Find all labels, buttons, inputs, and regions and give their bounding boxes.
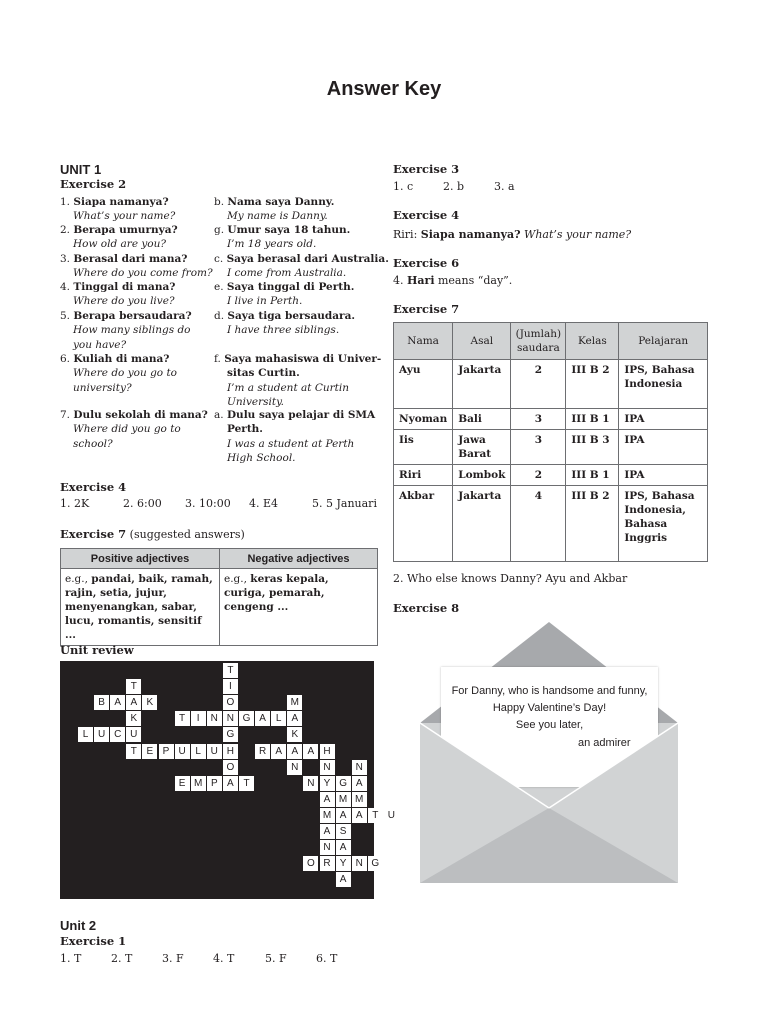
unit2-ex1-answer-5: 5. F bbox=[265, 952, 287, 965]
col-asal: Asal bbox=[453, 323, 511, 360]
crossword-cell: N bbox=[352, 760, 367, 775]
crossword-cell: N bbox=[352, 856, 367, 871]
crossword-cell: A bbox=[126, 695, 141, 710]
crossword-cell: M bbox=[191, 776, 206, 791]
crossword-cell: A bbox=[255, 711, 270, 726]
cell-jumlah: 4 bbox=[511, 486, 566, 562]
unit2-heading: Unit 2 bbox=[60, 918, 97, 933]
cell-asal: Bali bbox=[453, 409, 511, 430]
cell-pelajaran: IPA bbox=[619, 465, 708, 486]
cell-kelas: III B 1 bbox=[566, 409, 619, 430]
crossword-cell: T bbox=[175, 711, 190, 726]
crossword-cell: T bbox=[126, 744, 141, 759]
crossword-cell: O bbox=[223, 760, 238, 775]
crossword-cell: P bbox=[159, 744, 174, 759]
crossword-cell: E bbox=[142, 744, 157, 759]
crossword-cell: K bbox=[126, 711, 141, 726]
card-line-2: Happy Valentine’s Day! bbox=[492, 702, 607, 714]
cell-jumlah: 2 bbox=[511, 465, 566, 486]
ex2-a4: e. Saya tinggal di Perth. I live in Perth. bbox=[214, 281, 355, 308]
ex2-q4: 4. Tinggal di mana? Where do you live? bbox=[60, 281, 176, 308]
crossword-cell: O bbox=[223, 695, 238, 710]
cell-jumlah: 3 bbox=[511, 430, 566, 465]
unit1-ex7-heading-line bbox=[60, 527, 245, 542]
crossword-cell: A bbox=[110, 695, 125, 710]
crossword-cell: N bbox=[320, 840, 335, 855]
unit1-ex4-answer-1: 1. 2K bbox=[60, 497, 90, 510]
ex2-a3: c. Saya berasal dari Australia. I come from Australia. bbox=[214, 253, 389, 280]
cell-nama: Riri bbox=[394, 465, 453, 486]
crossword-cell: L bbox=[78, 727, 93, 742]
ex2-q5: 5. Berapa bersaudara? How many siblings do you have? bbox=[60, 310, 192, 351]
crossword-cell: N bbox=[303, 776, 318, 791]
ex6-heading: Exercise 6 bbox=[393, 256, 460, 270]
ex4-answer: Riri: Siapa namanya? What’s your name? bbox=[393, 228, 632, 241]
cell-kelas: III B 2 bbox=[566, 360, 619, 409]
crossword-cell: I bbox=[223, 679, 238, 694]
cell-nama: Nyoman bbox=[394, 409, 453, 430]
envelope-front bbox=[420, 720, 680, 885]
ex3-answer-2: 2. b bbox=[443, 180, 465, 193]
unit2-ex1-answer-6: 6. T bbox=[316, 952, 338, 965]
cell-kelas: III B 1 bbox=[566, 465, 619, 486]
ex7-question-2: 2. Who else knows Danny? Ayu and Akbar bbox=[393, 572, 628, 585]
crossword-cell: G bbox=[368, 856, 383, 871]
crossword-cell: I bbox=[191, 711, 206, 726]
cell-nama: Iis bbox=[394, 430, 453, 465]
adjectives-table bbox=[60, 548, 378, 646]
crossword-cell: T bbox=[126, 679, 141, 694]
crossword-cell: O bbox=[303, 856, 318, 871]
ex3-answer-1: 1. c bbox=[393, 180, 414, 193]
ex2-a2: g. Umur saya 18 tahun. I’m 18 years old. bbox=[214, 224, 351, 251]
cell-pelajaran: IPS, Bahasa Indonesia, Bahasa Inggris bbox=[619, 486, 708, 562]
crossword-cell: T bbox=[223, 663, 238, 678]
card-line-3: See you later, bbox=[515, 719, 584, 731]
ex4-heading: Exercise 4 bbox=[393, 208, 460, 222]
cell-jumlah: 2 bbox=[511, 360, 566, 409]
ex6-answer: 4. Hari means “day”. bbox=[393, 274, 513, 287]
crossword-cell: B bbox=[94, 695, 109, 710]
cell-pelajaran: IPA bbox=[619, 430, 708, 465]
crossword-cell: R bbox=[320, 856, 335, 871]
cell-pelajaran: IPS, Bahasa Indonesia bbox=[619, 360, 708, 409]
crossword-cell: M bbox=[352, 792, 367, 807]
crossword-cell: N bbox=[320, 760, 335, 775]
crossword-cell: Y bbox=[336, 856, 351, 871]
unit2-ex1-answer-3: 3. F bbox=[162, 952, 184, 965]
ex3-answer-3: 3. a bbox=[494, 180, 515, 193]
cell-asal: Jakarta bbox=[453, 360, 511, 409]
crossword-cell: G bbox=[223, 727, 238, 742]
cell-kelas: III B 2 bbox=[566, 486, 619, 562]
crossword-cell: A bbox=[352, 808, 367, 823]
crossword-cell: A bbox=[352, 776, 367, 791]
cell-asal: Lombok bbox=[453, 465, 511, 486]
siblings-table bbox=[393, 322, 708, 562]
cell-kelas: III B 3 bbox=[566, 430, 619, 465]
cell-jumlah: 3 bbox=[511, 409, 566, 430]
col-jumlah: (Jumlah) saudara bbox=[511, 323, 566, 360]
unit-review-heading: Unit review bbox=[60, 643, 134, 657]
positive-adjectives-header: Positive adjectives bbox=[61, 549, 220, 569]
col-nama: Nama bbox=[394, 323, 453, 360]
crossword-cell: A bbox=[287, 744, 302, 759]
crossword-cell: G bbox=[336, 776, 351, 791]
crossword-cell: L bbox=[191, 744, 206, 759]
crossword-cell: A bbox=[303, 744, 318, 759]
cell-nama: Akbar bbox=[394, 486, 453, 562]
table-row bbox=[394, 486, 708, 562]
unit2-ex1-answer-1: 1. T bbox=[60, 952, 82, 965]
ex2-a7: a. Dulu saya pelajar di SMA Perth. I was a student at Perth High School. bbox=[214, 409, 376, 465]
crossword-cell: H bbox=[320, 744, 335, 759]
col-kelas: Kelas bbox=[566, 323, 619, 360]
crossword-cell: U bbox=[384, 808, 399, 823]
ex2-q3: 3. Berasal dari mana? Where do you come from? bbox=[60, 253, 213, 280]
crossword-cell: H bbox=[223, 744, 238, 759]
card-line-1: For Danny, who is handsome and funny, bbox=[451, 685, 648, 697]
unit1-ex4-answer-4: 4. E4 bbox=[249, 497, 279, 510]
crossword-cell: A bbox=[320, 824, 335, 839]
cell-nama: Ayu bbox=[394, 360, 453, 409]
crossword-cell: U bbox=[126, 727, 141, 742]
crossword-cell: N bbox=[287, 760, 302, 775]
crossword-cell: A bbox=[287, 711, 302, 726]
page-title: Answer Key bbox=[326, 78, 442, 100]
negative-adjectives-cell: e.g., keras kepala, curiga, pemarah, cengeng ... bbox=[220, 569, 378, 646]
crossword-cell: C bbox=[110, 727, 125, 742]
crossword-cell: U bbox=[175, 744, 190, 759]
unit1-ex4-answer-2: 2. 6:00 bbox=[123, 497, 162, 510]
table-row bbox=[394, 465, 708, 486]
positive-adjectives-cell: e.g., pandai, baik, ramah, rajin, setia, jujur, menyenangkan, sabar, lucu, romantis, sensitif ... bbox=[61, 569, 220, 646]
cell-asal: Jakarta bbox=[453, 486, 511, 562]
cell-asal: Jawa Barat bbox=[453, 430, 511, 465]
cell-pelajaran: IPA bbox=[619, 409, 708, 430]
unit1-heading: UNIT 1 bbox=[60, 162, 102, 177]
crossword-cell: P bbox=[207, 776, 222, 791]
crossword-cell: A bbox=[336, 872, 351, 887]
crossword-cell: A bbox=[336, 840, 351, 855]
ex2-a1: b. Nama saya Danny. My name is Danny. bbox=[214, 196, 335, 223]
crossword-grid bbox=[60, 661, 395, 899]
crossword-cell: N bbox=[223, 711, 238, 726]
crossword-cell: G bbox=[239, 711, 254, 726]
crossword-cell: L bbox=[271, 711, 286, 726]
ex3-heading: Exercise 3 bbox=[393, 162, 460, 176]
ex7-heading: Exercise 7 bbox=[393, 302, 460, 316]
crossword-cell: T bbox=[368, 808, 383, 823]
unit2-ex1-answer-4: 4. T bbox=[213, 952, 235, 965]
ex2-a6: f. Saya mahasiswa di Univer- sitas Curtin. I’m a student at Curtin University. bbox=[214, 353, 382, 409]
crossword-cell: M bbox=[336, 792, 351, 807]
ex2-q7: 7. Dulu sekolah di mana? Where did you go to school? bbox=[60, 409, 208, 450]
crossword-cell: A bbox=[223, 776, 238, 791]
table-row bbox=[394, 430, 708, 465]
crossword-cell: K bbox=[287, 727, 302, 742]
unit2-ex1-heading: Exercise 1 bbox=[60, 934, 127, 948]
ex8-heading: Exercise 8 bbox=[393, 601, 460, 615]
ex2-q6: 6. Kuliah di mana? Where do you go to university? bbox=[60, 353, 177, 394]
col-pelajaran: Pelajaran bbox=[619, 323, 708, 360]
crossword-cell: M bbox=[320, 808, 335, 823]
crossword-cell: Y bbox=[320, 776, 335, 791]
unit1-ex4-answer-5: 5. 5 Januari bbox=[312, 497, 377, 510]
negative-adjectives-header: Negative adjectives bbox=[220, 549, 378, 569]
crossword-cell: N bbox=[207, 711, 222, 726]
crossword-cell: U bbox=[94, 727, 109, 742]
crossword-cell: T bbox=[239, 776, 254, 791]
ex2-q2: 2. Berapa umurnya? How old are you? bbox=[60, 224, 178, 251]
card-line-4: an admirer bbox=[578, 737, 631, 749]
crossword-cell: U bbox=[207, 744, 222, 759]
unit1-ex7-heading: Exercise 7 bbox=[60, 527, 127, 541]
table-row bbox=[394, 360, 708, 409]
crossword-cell: M bbox=[287, 695, 302, 710]
crossword-cell: A bbox=[271, 744, 286, 759]
crossword-cell: K bbox=[142, 695, 157, 710]
crossword-cell: R bbox=[255, 744, 270, 759]
crossword-cell: E bbox=[175, 776, 190, 791]
unit1-ex4-heading: Exercise 4 bbox=[60, 480, 127, 494]
crossword-cell: S bbox=[336, 824, 351, 839]
unit1-ex2-heading: Exercise 2 bbox=[60, 177, 127, 191]
unit2-ex1-answer-2: 2. T bbox=[111, 952, 133, 965]
ex2-q1: 1. Siapa namanya? What’s your name? bbox=[60, 196, 176, 223]
ex2-a5: d. Saya tiga bersaudara. I have three siblings. bbox=[214, 310, 356, 337]
unit1-ex7-note: (suggested answers) bbox=[129, 528, 245, 541]
crossword-cell: A bbox=[336, 808, 351, 823]
table-row bbox=[394, 409, 708, 430]
crossword-cell: A bbox=[320, 792, 335, 807]
unit1-ex4-answer-3: 3. 10:00 bbox=[185, 497, 231, 510]
